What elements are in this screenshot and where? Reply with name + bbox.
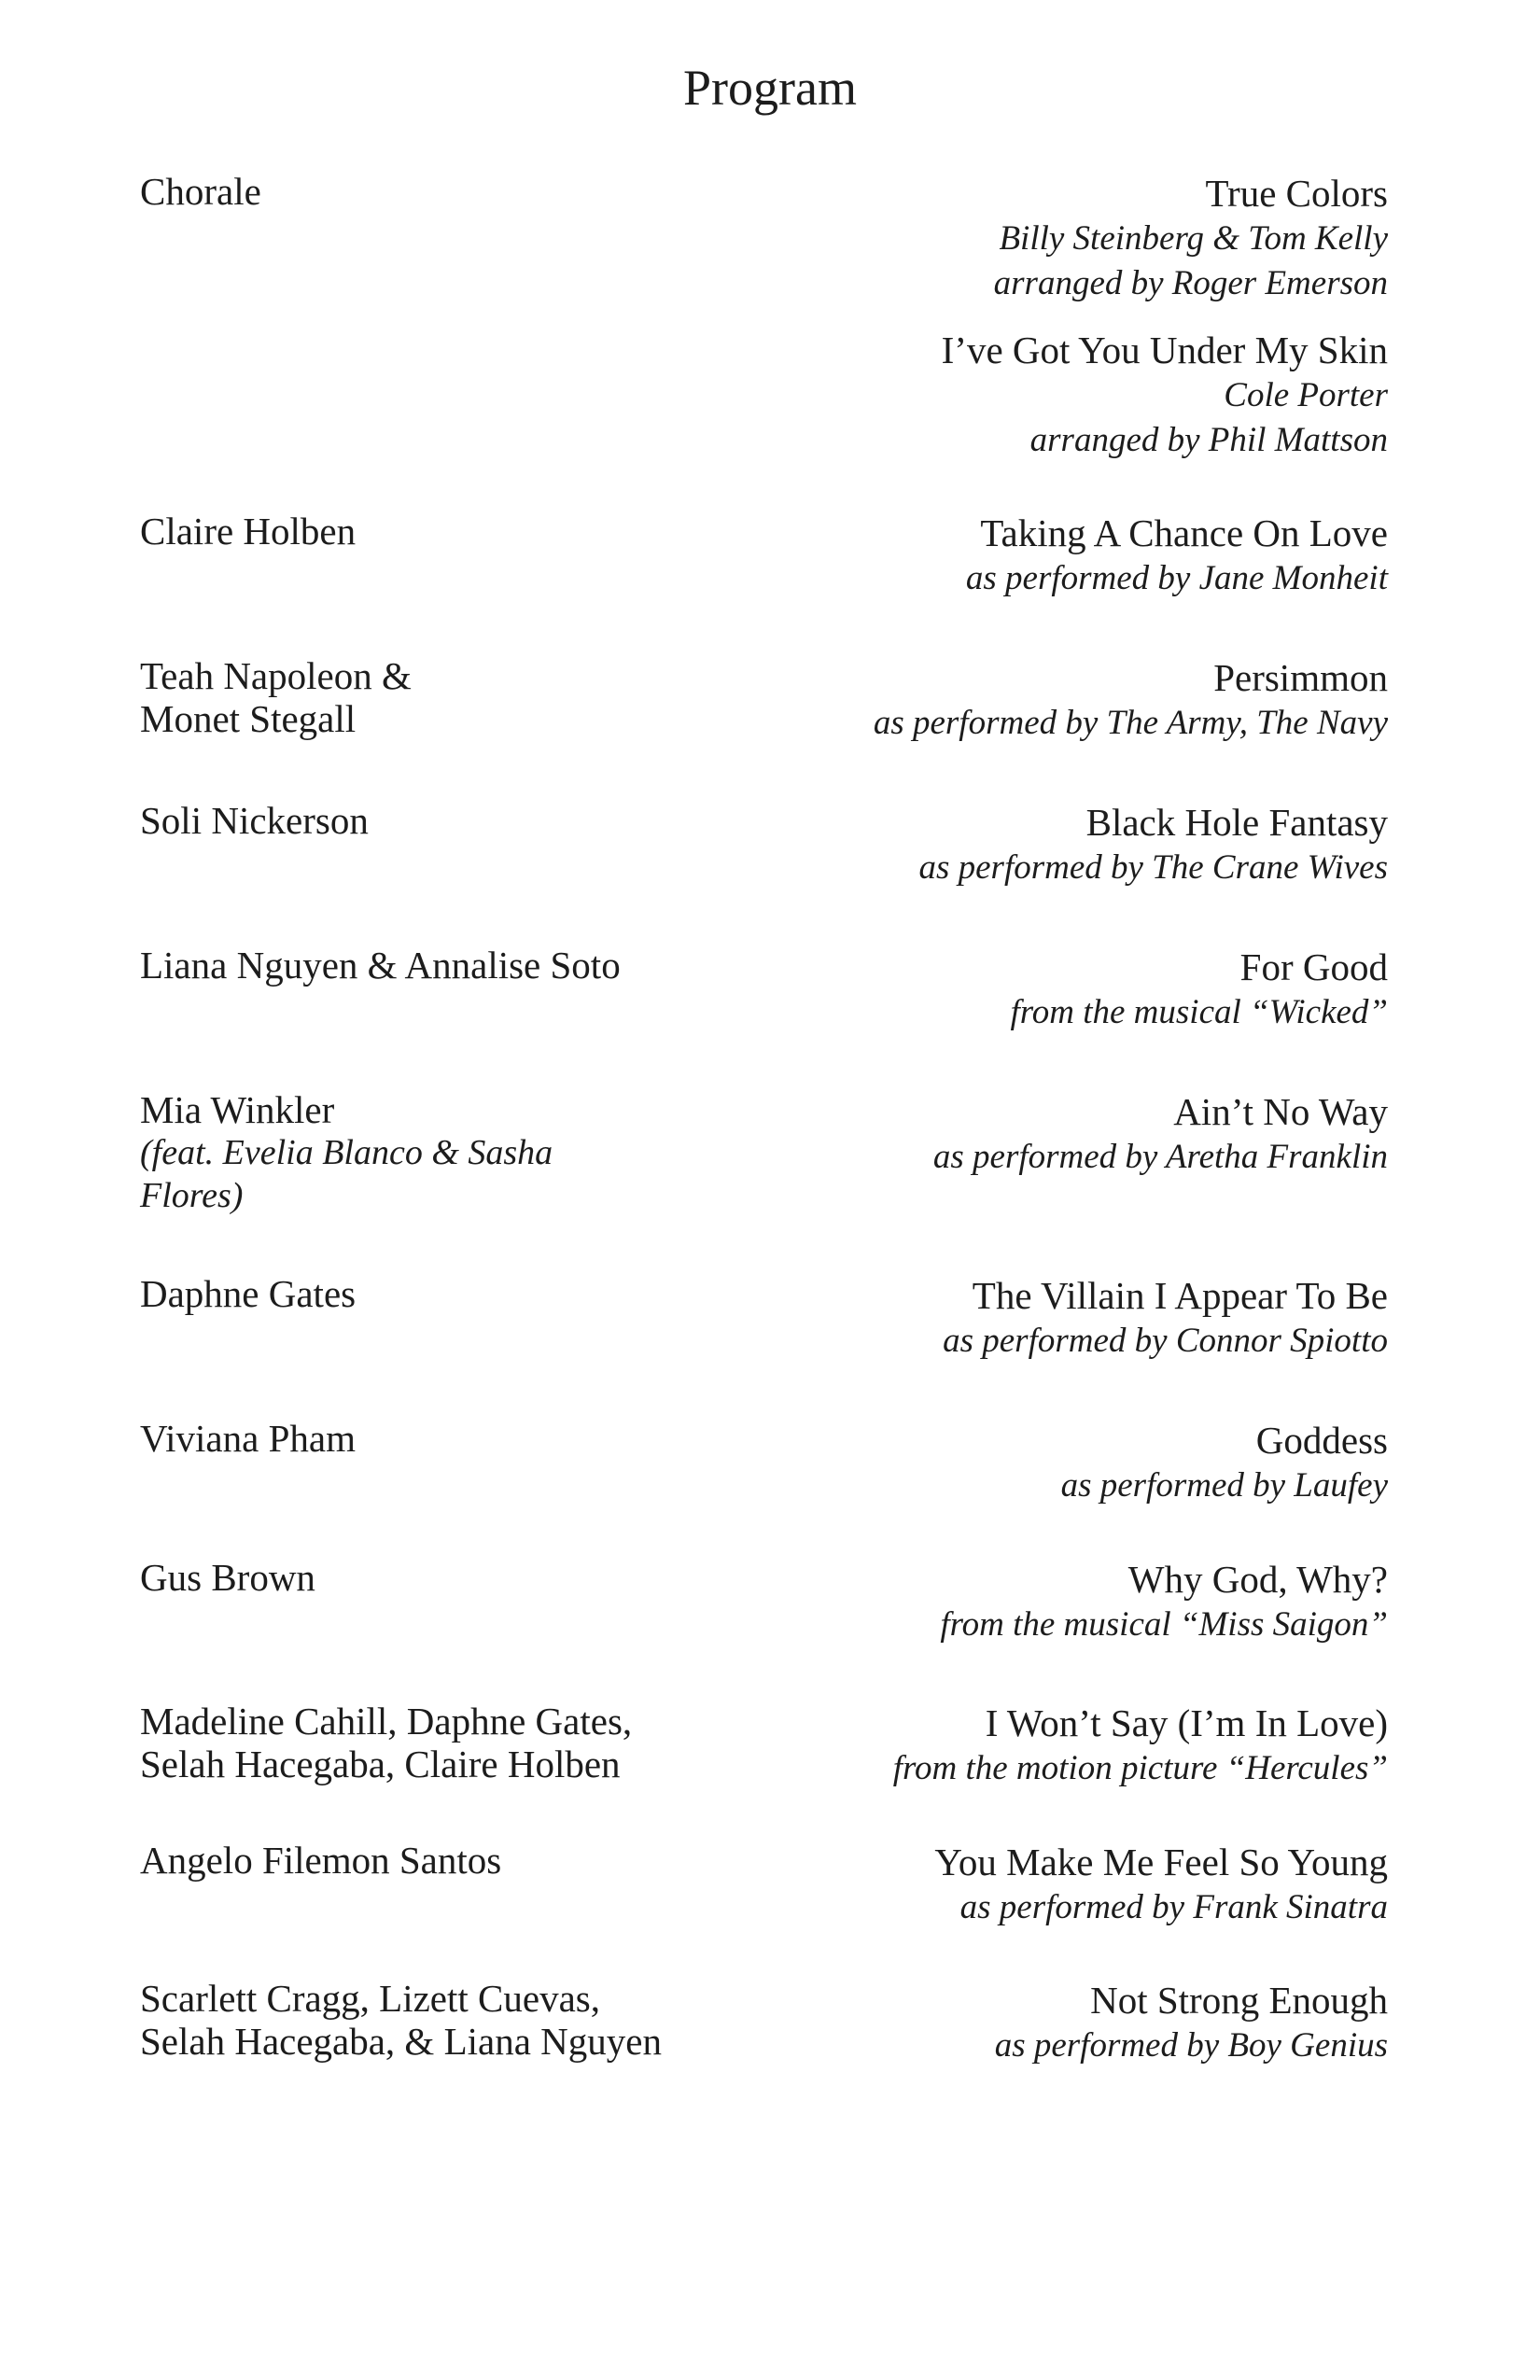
performer-name: Angelo Filemon Santos	[140, 1839, 502, 1882]
performer-name: Soli Nickerson	[140, 799, 369, 842]
piece-credit: Cole Porter	[1224, 376, 1388, 414]
performer-name: Chorale	[140, 170, 261, 213]
piece-title: Not Strong Enough	[1090, 1979, 1388, 2022]
piece-credit: arranged by Roger Emerson	[993, 264, 1388, 302]
piece-title: Taking A Chance On Love	[980, 511, 1388, 554]
performer-name: Scarlett Cragg, Lizett Cuevas,	[140, 1977, 600, 2020]
pieces	[623, 1700, 1388, 1791]
pieces	[623, 510, 1388, 601]
piece	[623, 170, 1388, 306]
performer-feature: Flores)	[140, 1176, 244, 1215]
piece-credit: as performed by Frank Sinatra	[959, 1888, 1388, 1926]
piece-credit: from the motion picture “Hercules”	[892, 1749, 1388, 1787]
performer-name: Claire Holben	[140, 510, 357, 553]
performer-name: Mia Winkler	[140, 1088, 335, 1131]
pieces	[623, 799, 1388, 890]
pieces	[623, 170, 1388, 463]
pieces	[623, 654, 1388, 746]
piece-credit: as performed by The Crane Wives	[918, 848, 1388, 887]
pieces	[623, 1556, 1388, 1647]
piece-credit: as performed by Jane Monheit	[965, 559, 1388, 597]
piece	[623, 1417, 1388, 1508]
piece	[623, 510, 1388, 601]
piece-title: Ain’t No Way	[1173, 1090, 1388, 1133]
piece-credit: Billy Steinberg & Tom Kelly	[999, 219, 1388, 258]
piece	[623, 1556, 1388, 1647]
piece-title: The Villain I Appear To Be	[972, 1274, 1388, 1317]
page-title: Program	[683, 60, 857, 116]
piece	[623, 1272, 1388, 1364]
piece	[623, 944, 1388, 1035]
piece-title: I’ve Got You Under My Skin	[941, 329, 1388, 371]
piece	[623, 1088, 1388, 1180]
pieces	[623, 1088, 1388, 1180]
performer-name: Liana Nguyen & Annalise Soto	[140, 944, 621, 987]
piece	[623, 1700, 1388, 1791]
performer-name: Madeline Cahill, Daphne Gates,	[140, 1700, 633, 1743]
piece-title: You Make Me Feel So Young	[934, 1841, 1388, 1883]
piece-credit: as performed by The Army, The Navy	[873, 704, 1388, 742]
piece-credit: as performed by Boy Genius	[994, 2026, 1388, 2065]
piece	[623, 327, 1388, 463]
piece-credit: arranged by Phil Mattson	[1029, 421, 1388, 459]
performer-feature: (feat. Evelia Blanco & Sasha	[140, 1133, 553, 1172]
piece-title: Goddess	[1255, 1419, 1388, 1462]
piece-credit: as performed by Connor Spiotto	[943, 1322, 1388, 1360]
piece-title: For Good	[1239, 945, 1388, 988]
piece-credit: as performed by Laufey	[1060, 1466, 1388, 1505]
piece-title: I Won’t Say (I’m In Love)	[985, 1701, 1388, 1744]
piece-title: True Colors	[1205, 172, 1388, 215]
piece-title: Persimmon	[1213, 656, 1388, 699]
pieces	[623, 1977, 1388, 2068]
performer-name: Selah Hacegaba, Claire Holben	[140, 1743, 621, 1785]
performer-name: Daphne Gates	[140, 1272, 357, 1315]
piece-title: Black Hole Fantasy	[1085, 801, 1388, 844]
performer-name: Selah Hacegaba, & Liana Nguyen	[140, 2020, 662, 2063]
performer-name: Teah Napoleon &	[140, 654, 412, 697]
piece-title: Why God, Why?	[1127, 1558, 1388, 1601]
piece-credit: from the musical “Wicked”	[1010, 993, 1388, 1031]
performer-name: Viviana Pham	[140, 1417, 356, 1460]
pieces	[623, 944, 1388, 1035]
performer-name: Gus Brown	[140, 1556, 315, 1599]
piece	[623, 654, 1388, 746]
piece	[623, 1977, 1388, 2068]
piece-credit: as performed by Aretha Franklin	[932, 1138, 1388, 1176]
performer-name: Monet Stegall	[140, 697, 357, 740]
pieces	[623, 1417, 1388, 1508]
pieces	[623, 1839, 1388, 1930]
pieces	[623, 1272, 1388, 1364]
piece-credit: from the musical “Miss Saigon”	[940, 1605, 1388, 1644]
piece	[623, 1839, 1388, 1930]
piece	[623, 799, 1388, 890]
